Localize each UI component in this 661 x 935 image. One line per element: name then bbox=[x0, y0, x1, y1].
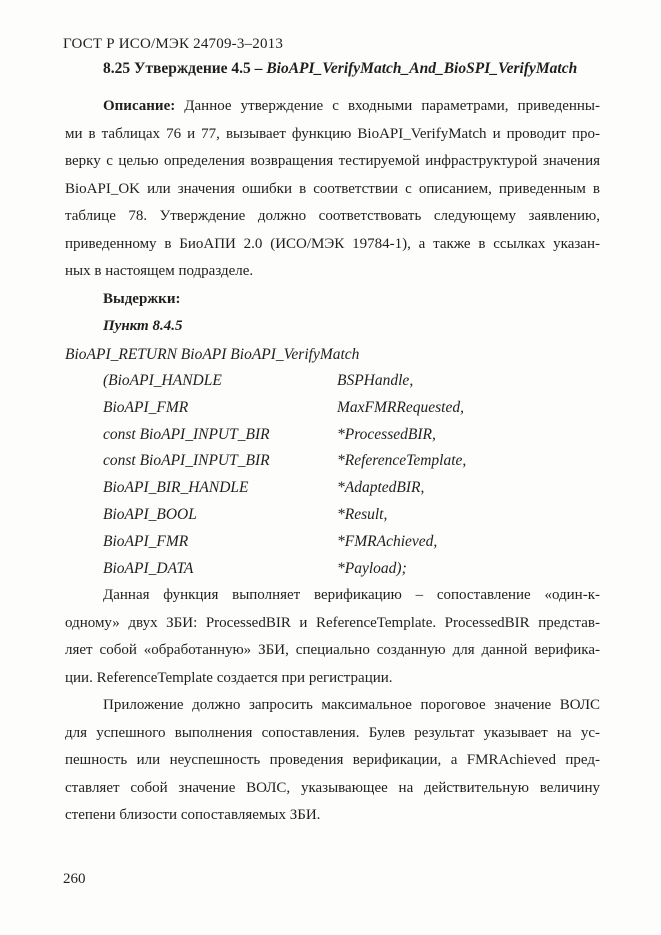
section-title-prefix: 8.25 Утверждение 4.5 – bbox=[103, 60, 267, 77]
paragraph-line: ции. ReferenceTemplate создается при регистрации. bbox=[65, 669, 393, 686]
code-param-row bbox=[65, 502, 600, 529]
param-type: (BioAPI_HANDLE bbox=[103, 372, 222, 389]
param-name: *FMRAchieved, bbox=[337, 532, 438, 550]
paragraph-line: ми в таблицах 76 и 77, вызывает функцию BioAPI_VerifyMatch и проводит про- bbox=[65, 125, 600, 142]
param-name: *AdaptedBIR, bbox=[337, 479, 425, 497]
code-param-row bbox=[65, 529, 600, 556]
param-type: BioAPI_BIR_HANDLE bbox=[103, 479, 249, 497]
param-name: *ProcessedBIR, bbox=[337, 425, 436, 443]
paragraph-line: одному» двух ЗБИ: ProcessedBIR и ReferenceTemplate. ProcessedBIR представ- bbox=[65, 614, 600, 631]
description-label: Описание: bbox=[103, 98, 176, 114]
paragraph-line: BioAPI_OK или значения ошибки в соответствии с описанием, приведенным в bbox=[65, 180, 600, 197]
code-param-row bbox=[65, 422, 600, 449]
param-name: BSPHandle, bbox=[337, 372, 414, 389]
paragraph-line: приведенному в БиоАПИ 2.0 (ИСО/МЭК 19784-1), а также в ссылках указан- bbox=[65, 235, 600, 252]
code-param-row bbox=[65, 368, 600, 395]
running-header: ГОСТ Р ИСО/МЭК 24709-3–2013 bbox=[63, 36, 284, 52]
paragraph-line: для успешного выполнения сопоставления. Булев результат указывает на ус- bbox=[65, 724, 600, 741]
code-param-row bbox=[65, 448, 600, 475]
param-name: *Payload); bbox=[337, 559, 407, 577]
section-title-function-name: BioAPI_VerifyMatch_And_BioSPI_VerifyMatch bbox=[266, 60, 578, 77]
paragraph-line: верку с целью определения возвращения тестируемой инфраструктурой значения bbox=[65, 153, 600, 169]
param-type: const BioAPI_INPUT_BIR bbox=[103, 452, 270, 470]
code-param-row bbox=[65, 395, 600, 422]
param-type: BioAPI_BOOL bbox=[103, 505, 197, 523]
code-param-row bbox=[65, 475, 600, 502]
code-listing bbox=[65, 341, 600, 583]
paragraph-text: Данное утверждение с входными параметрами, приведенны- bbox=[184, 98, 601, 114]
paragraph-line: степени близости сопоставляемых ЗБИ. bbox=[65, 807, 321, 824]
page-number: 260 bbox=[63, 871, 86, 887]
clause-heading: Пункт 8.4.5 bbox=[103, 318, 183, 334]
param-type: BioAPI_FMR bbox=[103, 398, 189, 416]
paragraph-line bbox=[65, 93, 600, 121]
paragraph-line: ных в настоящем подразделе. bbox=[65, 263, 254, 279]
code-signature: BioAPI_RETURN BioAPI BioAPI_VerifyMatch bbox=[65, 345, 360, 363]
param-type: BioAPI_FMR bbox=[103, 532, 189, 550]
param-type: BioAPI_DATA bbox=[103, 559, 194, 577]
code-param-row bbox=[65, 556, 600, 583]
param-name: MaxFMRRequested, bbox=[337, 398, 464, 416]
paragraph-line: Приложение должно запросить максимальное пороговое значение ВОЛС bbox=[103, 697, 600, 714]
param-type: const BioAPI_INPUT_BIR bbox=[103, 425, 270, 443]
param-name: *ReferenceTemplate, bbox=[337, 452, 467, 470]
param-name: *Result, bbox=[337, 505, 388, 523]
section-title bbox=[65, 60, 621, 78]
excerpts-heading: Выдержки: bbox=[103, 290, 181, 307]
page-body bbox=[65, 93, 600, 830]
paragraph-line: ляет собой «обработанную» ЗБИ, специально созданную для данной верифика- bbox=[65, 642, 600, 659]
paragraph-line: таблице 78. Утверждение должно соответствовать следующему заявлению, bbox=[65, 208, 600, 224]
paragraph-line: Данная функция выполняет верификацию – сопоставление «один-к- bbox=[103, 587, 600, 604]
paragraph-line: пешность или неуспешность проведения верификации, а FMRAchieved пред- bbox=[65, 752, 600, 769]
paragraph-line: ставляет собой значение ВОЛС, указывающее на действительную величину bbox=[65, 779, 600, 796]
